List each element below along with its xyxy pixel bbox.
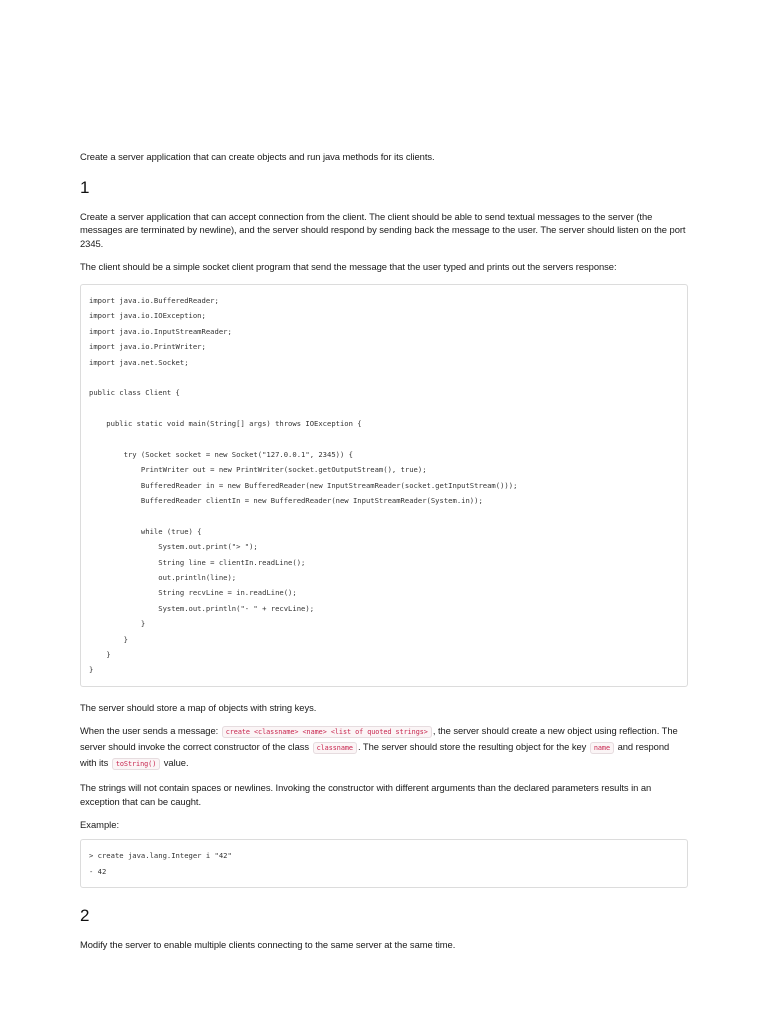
code-line: BufferedReader clientIn = new BufferedReader(new InputStreamReader(System.in)); — [89, 496, 483, 506]
code-line: System.out.println("- " + recvLine); — [89, 603, 315, 613]
section-1-paragraph-3: The server should store a map of objects with string keys. — [80, 701, 317, 713]
client-code-block — [80, 284, 688, 687]
code-line: public static void main(String[] args) throws IOException { — [89, 419, 362, 429]
code-line — [89, 401, 679, 416]
code-line — [89, 370, 679, 385]
section-1-paragraph-2: The client should be a simple socket client program that send the message that the user typed and prints out the servers response: — [80, 261, 617, 273]
code-line: import java.io.PrintWriter; — [89, 342, 206, 352]
inline-code-classname: classname — [313, 742, 357, 754]
code-line: } — [89, 649, 111, 659]
paragraph-text: , the server should create a new object using reflection. The server should invoke the correct constructor of the class — [80, 725, 678, 752]
section-1-paragraph-5: The strings will not contain spaces or newlines. Invoking the constructor with different arguments than the declared parameters results in an exception that can be caught. — [80, 782, 652, 807]
code-line: String recvLine = in.readLine(); — [89, 588, 297, 598]
inline-code-name: name — [590, 742, 614, 754]
paragraph-text: value. — [161, 756, 189, 768]
paragraph-text: When the user sends a message: — [80, 725, 221, 737]
code-line: } — [89, 634, 128, 644]
code-line: out.println(line); — [89, 573, 237, 582]
code-line: public class Client { — [89, 388, 180, 398]
section-2-heading: 2 — [80, 906, 90, 926]
intro-paragraph: Create a server application that can create objects and run java methods for its clients. — [80, 151, 435, 162]
code-line: System.out.print("> "); — [89, 542, 258, 552]
code-line: String line = clientIn.readLine(); — [89, 557, 306, 567]
example-code-block — [80, 839, 688, 888]
paragraph-text: and respond with its — [80, 740, 670, 768]
code-line: import java.io.IOException; — [89, 311, 206, 321]
code-line: import java.io.InputStreamReader; — [89, 326, 232, 336]
code-line — [89, 431, 679, 446]
document-page — [80, 150, 688, 962]
paragraph-text: . The server should store the resulting object for the key — [357, 740, 589, 752]
code-line — [89, 508, 679, 523]
section-1-paragraph-1: Create a server application that can accept connection from the client. The client should be able to send textual messages to the server (the messages are terminated by newline), and the server should respond by sending back the message to the user. The server should listen on the port 2345. — [80, 210, 686, 249]
code-line: > create java.lang.Integer i "42" — [89, 851, 232, 861]
code-line: while (true) { — [89, 526, 202, 536]
code-line: PrintWriter out = new PrintWriter(socket.getOutputStream(), true); — [89, 465, 427, 475]
code-line: import java.net.Socket; — [89, 357, 189, 367]
code-line: } — [89, 665, 94, 675]
code-line: try (Socket socket = new Socket("127.0.0.1", 2345)) { — [89, 449, 353, 459]
code-line: import java.io.BufferedReader; — [89, 295, 219, 305]
code-line: - 42 — [89, 866, 107, 876]
example-label: Example: — [80, 819, 120, 831]
section-1-heading: 1 — [80, 177, 90, 197]
inline-code-tostring: toString() — [112, 758, 160, 770]
inline-code-create-command: create <classname> <name> <list of quoted strings> — [222, 726, 432, 738]
code-line: } — [89, 619, 146, 629]
section-2-paragraph-1: Modify the server to enable multiple clients connecting to the same server at the same time. — [80, 939, 456, 951]
code-line: BufferedReader in = new BufferedReader(new InputStreamReader(socket.getInputStream())); — [89, 480, 518, 490]
section-1-paragraph-4 — [80, 724, 688, 771]
